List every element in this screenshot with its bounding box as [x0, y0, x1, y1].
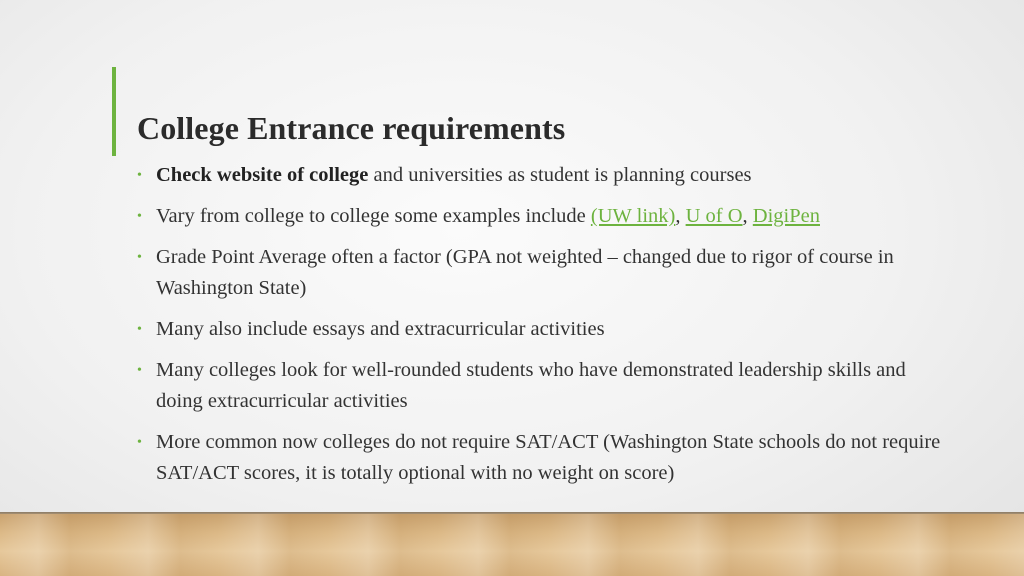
- bullet-item: [137, 160, 957, 191]
- bullet-item: [137, 242, 957, 304]
- bullet-item: [137, 201, 957, 232]
- bullet-item: [137, 355, 957, 417]
- link-separator: ,: [742, 205, 753, 227]
- u-of-o-link[interactable]: U of O: [685, 205, 743, 227]
- wood-floor-background: [0, 514, 1024, 576]
- bullet-text: More common now colleges do not require SAT/ACT (Washington State schools do not require SAT/ACT scores, it is totally optional with no weight on score): [156, 431, 941, 484]
- digipen-link[interactable]: DigiPen: [752, 205, 820, 227]
- bullet-item: [137, 427, 957, 489]
- bullet-text: Grade Point Average often a factor (GPA not weighted – changed due to rigor of course in Washington State): [156, 246, 894, 299]
- bullet-text: and universities as student is planning courses: [368, 164, 752, 186]
- bullet-item: [137, 314, 957, 345]
- bullet-text: Many colleges look for well-rounded students who have demonstrated leadership skills and doing extracurricular activities: [156, 359, 906, 412]
- bullet-text: Vary from college to college some examples include: [156, 205, 591, 227]
- bullet-icon: •: [137, 168, 142, 183]
- uw-link[interactable]: (UW link): [590, 205, 676, 227]
- bullet-icon: •: [137, 363, 142, 378]
- bullet-icon: •: [137, 435, 142, 450]
- bullet-icon: •: [137, 322, 142, 337]
- bullet-text: Many also include essays and extracurricular activities: [156, 318, 605, 340]
- slide-title: College Entrance requirements: [137, 110, 566, 146]
- title-accent-bar: [112, 67, 116, 156]
- bullet-icon: •: [137, 209, 142, 224]
- bullet-list: [137, 160, 957, 499]
- link-separator: ,: [675, 205, 686, 227]
- bullet-strong-text: Check website of college: [156, 164, 369, 186]
- bullet-icon: •: [137, 250, 142, 265]
